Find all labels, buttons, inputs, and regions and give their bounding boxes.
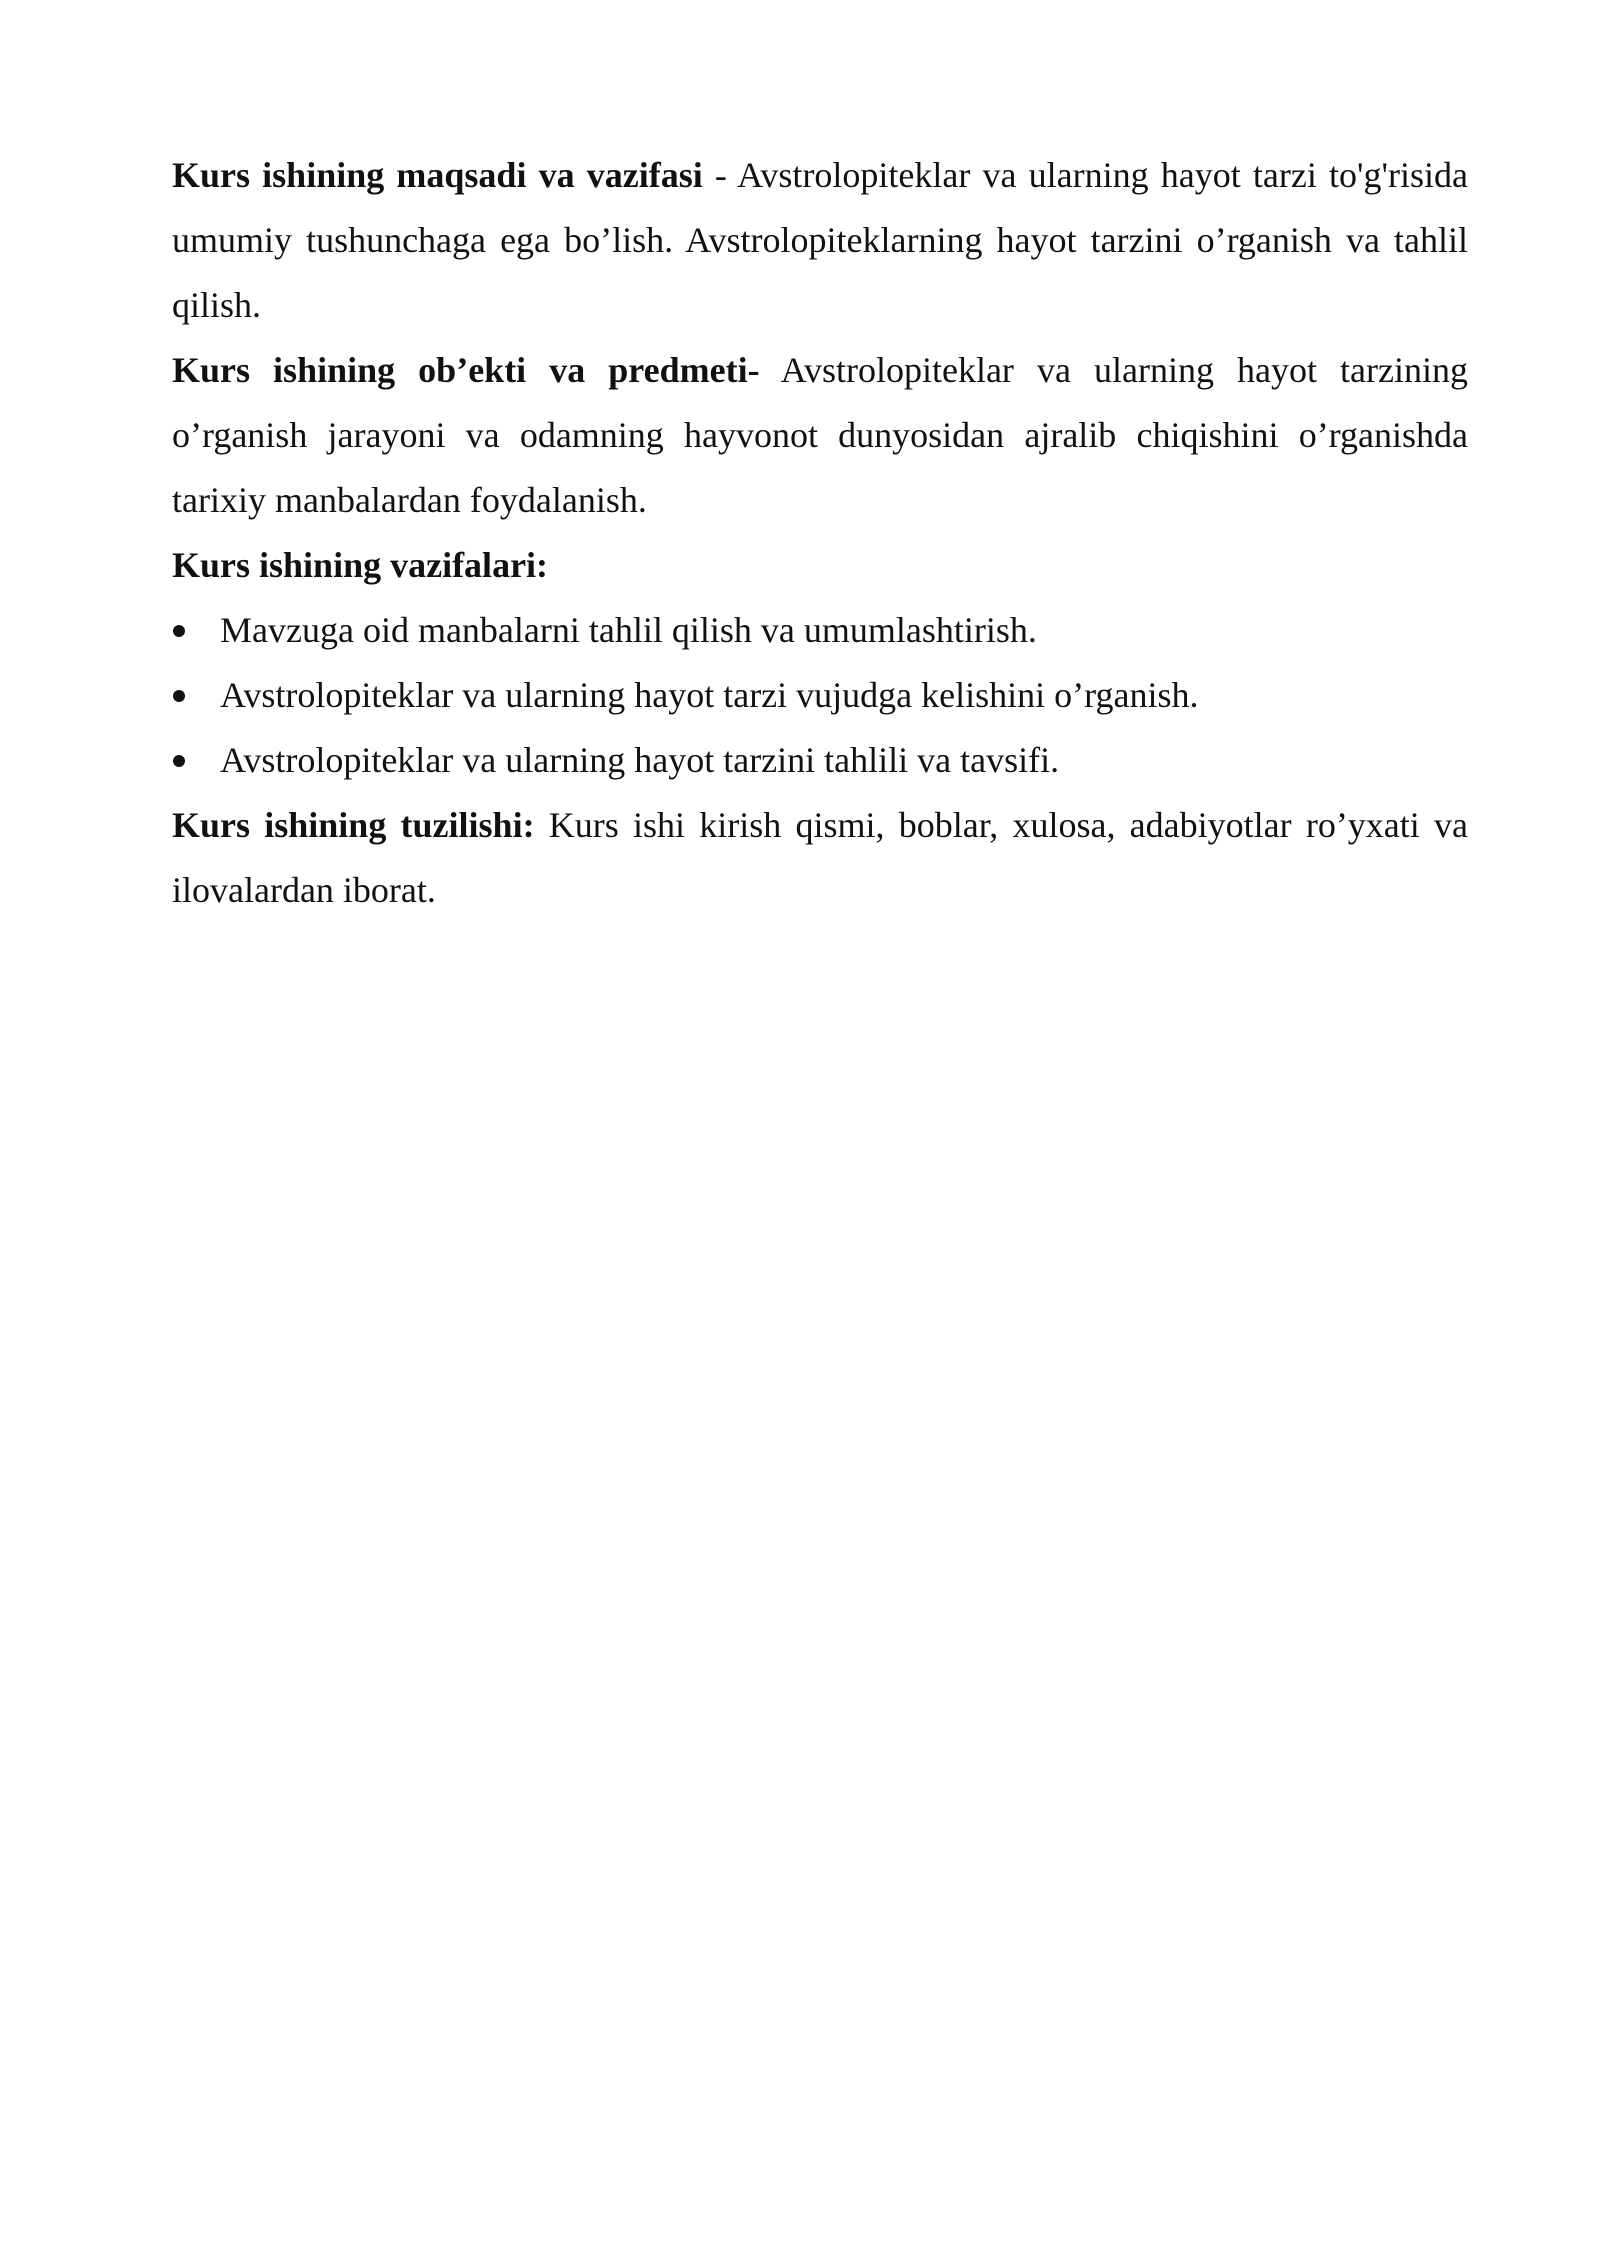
list-item xyxy=(172,663,1468,728)
goal-text: - Avstrolopiteklar va ularning hayot tarzi to'g'risida umumiy tushunchaga ega bo’lish. Avstrolopiteklarning hayot tarzini o’rganish va tahlil qilish. xyxy=(172,155,1468,325)
tasks-list xyxy=(172,598,1468,793)
list-item-text: Mavzuga oid manbalarni tahlil qilish va umumlashtirish. xyxy=(220,610,1037,650)
structure-paragraph xyxy=(172,793,1468,923)
bullet-icon xyxy=(173,625,185,637)
goal-paragraph xyxy=(172,143,1468,338)
goal-label: Kurs ishining maqsadi va vazifasi xyxy=(172,155,703,195)
document-body xyxy=(172,143,1468,923)
tasks-heading: Kurs ishining vazifalari: xyxy=(172,545,549,585)
bullet-icon xyxy=(173,690,185,702)
object-paragraph xyxy=(172,338,1468,533)
structure-label: Kurs ishining tuzilishi: xyxy=(172,805,535,845)
list-item-text: Avstrolopiteklar va ularning hayot tarzini tahlili va tavsifi. xyxy=(220,740,1060,780)
list-item-text: Avstrolopiteklar va ularning hayot tarzi vujudga kelishini o’rganish. xyxy=(220,675,1199,715)
object-label: Kurs ishining ob’ekti va predmeti- xyxy=(172,350,760,390)
list-item xyxy=(172,598,1468,663)
object-text: Avstrolopiteklar va ularning hayot tarzining o’rganish jarayoni va odamning hayvonot dunyosidan ajralib chiqishini o’rganishda tarixiy manbalardan foydalanish. xyxy=(172,350,1468,520)
bullet-icon xyxy=(173,755,185,767)
structure-text: Kurs ishi kirish qismi, boblar, xulosa, adabiyotlar ro’yxati va ilovalardan iborat. xyxy=(172,805,1468,910)
list-item xyxy=(172,728,1468,793)
